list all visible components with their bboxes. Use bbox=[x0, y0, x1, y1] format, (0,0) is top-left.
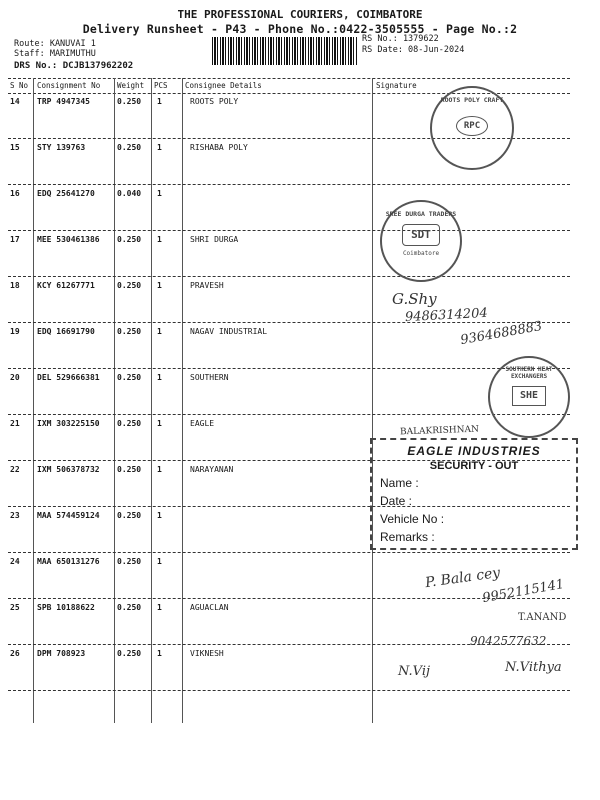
cell-weight: 0.250 bbox=[117, 511, 142, 520]
eagle-stamp-title: EAGLE INDUSTRIES bbox=[407, 444, 541, 458]
handwritten-signature: N.Vij bbox=[398, 664, 431, 679]
cell-consignee: NARAYANAN bbox=[190, 465, 234, 474]
cell-sno: 23 bbox=[10, 511, 20, 520]
table-row bbox=[0, 281, 600, 327]
col-header-consignment: Consignment No bbox=[37, 81, 101, 90]
cell-consignment: DPM 708923 bbox=[37, 649, 86, 658]
row-rule bbox=[8, 368, 570, 369]
cell-consignee: SHRI DURGA bbox=[190, 235, 239, 244]
cell-sno: 17 bbox=[10, 235, 20, 244]
company-title: THE PROFESSIONAL COURIERS, COIMBATORE bbox=[177, 8, 423, 21]
eagle-stamp-date: Date : bbox=[380, 494, 413, 508]
col-header-pcs: PCS bbox=[154, 81, 168, 90]
cell-pcs: 1 bbox=[157, 603, 162, 612]
cell-sno: 21 bbox=[10, 419, 20, 428]
durga-stamp-text: SREE DURGA TRADERS bbox=[385, 210, 457, 218]
cell-weight: 0.250 bbox=[117, 327, 142, 336]
cell-consignment: KCY 61267771 bbox=[37, 281, 95, 290]
sree-durga-stamp bbox=[380, 200, 462, 282]
table-row bbox=[0, 235, 600, 281]
row-rule bbox=[8, 552, 570, 553]
table-row bbox=[0, 143, 600, 189]
rs-number: RS No.: 1379622 bbox=[362, 34, 439, 44]
row-rule bbox=[8, 184, 570, 185]
row-rule bbox=[8, 276, 570, 277]
row-rule bbox=[8, 322, 570, 323]
cell-weight: 0.250 bbox=[117, 235, 142, 244]
row-rule bbox=[8, 230, 570, 231]
cell-consignment: IXM 506378732 bbox=[37, 465, 100, 474]
handwritten-signature: N.Vithya bbox=[505, 660, 562, 675]
col-header-sno: S No bbox=[10, 81, 29, 90]
cell-consignment: STY 139763 bbox=[37, 143, 86, 152]
cell-consignee: EAGLE bbox=[190, 419, 215, 428]
eagle-stamp-vehicle: Vehicle No : bbox=[380, 512, 445, 526]
cell-pcs: 1 bbox=[157, 281, 162, 290]
cell-pcs: 1 bbox=[157, 557, 162, 566]
cell-sno: 25 bbox=[10, 603, 20, 612]
cell-pcs: 1 bbox=[157, 511, 162, 520]
cell-consignee: RISHABA POLY bbox=[190, 143, 248, 152]
cell-weight: 0.040 bbox=[117, 189, 142, 198]
cell-consignee: NAGAV INDUSTRIAL bbox=[190, 327, 268, 336]
cell-pcs: 1 bbox=[157, 419, 162, 428]
cell-sno: 19 bbox=[10, 327, 20, 336]
cell-sno: 14 bbox=[10, 97, 20, 106]
cell-consignment: MEE 530461386 bbox=[37, 235, 100, 244]
cell-consignee: SOUTHERN bbox=[190, 373, 229, 382]
row-rule bbox=[8, 414, 570, 415]
rs-date: RS Date: 08-Jun-2024 bbox=[362, 45, 465, 55]
southern-stamp-code: SHE bbox=[512, 386, 546, 406]
roots-stamp-code: RPC bbox=[456, 116, 488, 136]
cell-weight: 0.250 bbox=[117, 557, 142, 566]
eagle-stamp-remarks: Remarks : bbox=[380, 530, 435, 544]
cell-consignee: PRAVESH bbox=[190, 281, 224, 290]
cell-pcs: 1 bbox=[157, 97, 162, 106]
southern-stamp bbox=[488, 356, 570, 438]
cell-consignment: MAA 650131276 bbox=[37, 557, 100, 566]
staff-label: Staff: MARIMUTHU bbox=[14, 49, 96, 59]
handwritten-name: BALAKRISHNAN bbox=[399, 424, 480, 438]
cell-sno: 20 bbox=[10, 373, 20, 382]
row-rule bbox=[8, 690, 570, 691]
route-label: Route: KANUVAI 1 bbox=[14, 39, 96, 49]
cell-sno: 22 bbox=[10, 465, 20, 474]
cell-weight: 0.250 bbox=[117, 419, 142, 428]
eagle-stamp-name: Name : bbox=[380, 476, 419, 490]
cell-weight: 0.250 bbox=[117, 649, 142, 658]
cell-consignment: MAA 574459124 bbox=[37, 511, 100, 520]
cell-consignment: DEL 529666381 bbox=[37, 373, 100, 382]
cell-consignment: SPB 10188622 bbox=[37, 603, 95, 612]
cell-weight: 0.250 bbox=[117, 281, 142, 290]
eagle-security-stamp bbox=[370, 438, 578, 550]
cell-consignment: EDQ 25641270 bbox=[37, 189, 95, 198]
handwritten-phone: 9042577632 bbox=[470, 634, 547, 648]
cell-consignment: TRP 4947345 bbox=[37, 97, 90, 106]
cell-consignee: AGUACLAN bbox=[190, 603, 229, 612]
handwritten-signature: P. Bala cey bbox=[424, 564, 502, 592]
cell-pcs: 1 bbox=[157, 143, 162, 152]
cell-sno: 24 bbox=[10, 557, 20, 566]
cell-pcs: 1 bbox=[157, 649, 162, 658]
handwritten-signature: G.Shy bbox=[392, 290, 437, 308]
durga-stamp-code: SDT bbox=[402, 224, 440, 246]
col-header-signature: Signature bbox=[376, 81, 417, 90]
handwritten-name: T.ANAND bbox=[518, 612, 567, 623]
cell-sno: 26 bbox=[10, 649, 20, 658]
cell-weight: 0.250 bbox=[117, 97, 142, 106]
table-row bbox=[0, 189, 600, 235]
cell-weight: 0.250 bbox=[117, 143, 142, 152]
cell-sno: 16 bbox=[10, 189, 20, 198]
cell-pcs: 1 bbox=[157, 235, 162, 244]
cell-consignment: IXM 303225150 bbox=[37, 419, 100, 428]
cell-pcs: 1 bbox=[157, 373, 162, 382]
cell-pcs: 1 bbox=[157, 327, 162, 336]
cell-consignee: VIKNESH bbox=[190, 649, 224, 658]
cell-consignee: ROOTS POLY bbox=[190, 97, 239, 106]
col-header-consignee: Consignee Details bbox=[185, 81, 262, 90]
handwritten-phone: 9486314204 bbox=[404, 305, 489, 326]
cell-pcs: 1 bbox=[157, 189, 162, 198]
runsheet-title: Delivery Runsheet - P43 - Phone No.:0422-3505555 - Page No.:2 bbox=[82, 22, 518, 36]
eagle-stamp-subtitle: SECURITY - OUT bbox=[429, 460, 519, 472]
handwritten-phone: 9364688883 bbox=[459, 318, 544, 349]
handwritten-phone: 9952115141 bbox=[481, 576, 566, 607]
cell-weight: 0.250 bbox=[117, 603, 142, 612]
table-top-rule bbox=[8, 78, 570, 79]
roots-stamp-text: ROOTS POLY CRAFT bbox=[440, 96, 504, 104]
cell-sno: 15 bbox=[10, 143, 20, 152]
col-header-weight: Weight bbox=[117, 81, 145, 90]
drs-number: DRS No.: DCJB137962202 bbox=[14, 61, 134, 71]
cell-sno: 18 bbox=[10, 281, 20, 290]
barcode bbox=[212, 37, 358, 65]
roots-poly-stamp bbox=[430, 86, 514, 170]
southern-stamp-text: SOUTHERN HEAT EXCHANGERS bbox=[505, 366, 553, 380]
cell-pcs: 1 bbox=[157, 465, 162, 474]
durga-stamp-city: Coimbatore bbox=[402, 250, 440, 257]
cell-consignment: EDQ 16691790 bbox=[37, 327, 95, 336]
cell-weight: 0.250 bbox=[117, 465, 142, 474]
cell-weight: 0.250 bbox=[117, 373, 142, 382]
